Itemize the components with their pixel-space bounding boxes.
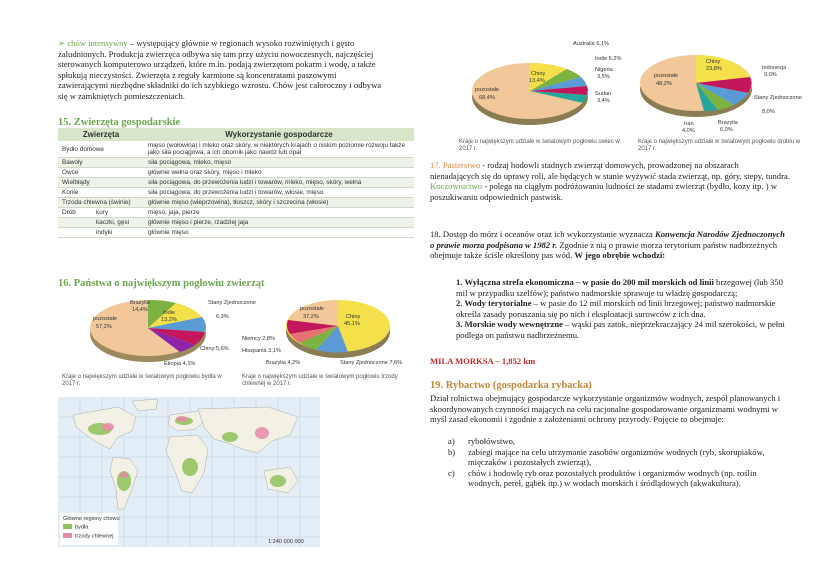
nautical-mile-note: MILA MORKSA – 1,852 km: [430, 356, 536, 366]
legend-swatch-pigs: [63, 533, 72, 538]
section-18: [430, 229, 790, 261]
world-livestock-map: [58, 397, 320, 547]
intro-paragraph: [58, 38, 388, 102]
table-cell: siła pociągowa, do przewożenia ludzi i towarów, włosie, mięso: [144, 188, 414, 198]
table-header-use: Wykorzystanie gospodarcze: [144, 128, 414, 141]
label-india: Indie 5,2%: [595, 56, 622, 62]
label-indonesia: Indonezja: [762, 65, 787, 71]
table-cell: Bydło domowe: [58, 141, 144, 158]
legend-swatch-cattle: [63, 524, 72, 529]
table-cell: mięso (wołowina) i mleko oraz skóry, w niektórych krajach o niskim poziomie rozwoju także jako siła pociągowa, a ich obornik jako nawóz lub opał: [144, 141, 414, 158]
poultry-type: kaczki, gęsi: [58, 218, 144, 228]
table-cell: mięso, jaja, pierze: [144, 208, 414, 218]
table-row: [58, 188, 414, 198]
sheep-pie-caption: Kraje o największym udziale w światowym pogłowiu owiec w 2017 r.: [459, 139, 620, 152]
table-cell: głównie wełna oraz skóry, mięso i mleko: [144, 168, 414, 178]
zone-text: – w pasie do 12 mil morskich od linii brzegowej; państwo nadmorskie określa zasady poruszania się po nich i eksploatacji surowców z ich dna.: [456, 298, 776, 319]
label-spain: Hiszpania 3,1%: [242, 348, 281, 354]
value-usa: 8,0%: [762, 109, 775, 115]
table-row: [58, 168, 414, 178]
poultry-label: Drób: [62, 209, 76, 216]
livestock-table-wrapper: [58, 128, 414, 238]
poultry-type: indyki: [58, 228, 144, 238]
label-iran: Iran: [684, 121, 694, 127]
label-india: Indie: [163, 310, 176, 316]
label-other: pozostałe: [300, 306, 324, 312]
poultry-type: kury: [96, 209, 109, 216]
sheep-pie-chart: [455, 33, 630, 125]
value-sudan: 3,4%: [597, 98, 610, 104]
value-iran: 4,0%: [682, 128, 695, 134]
label-china: Chiny: [531, 71, 546, 77]
value-china: 23,8%: [706, 66, 722, 72]
table-cell: [58, 208, 144, 218]
table-cell: Bawoły: [58, 158, 144, 168]
value-usa: 6,3%: [216, 314, 229, 320]
legend-label-cattle: bydła: [75, 524, 89, 531]
label-brazil: Brazylia 4,2%: [266, 360, 301, 366]
table-cell: siła pociągowa, mleko, mięso: [144, 158, 414, 168]
label-china: Chiny 5,6%: [200, 346, 229, 352]
value-other: 68,4%: [479, 95, 495, 101]
nomadism-text: - polega na ciągłym podróżowaniu ludności ze stadami zwierząt (bydło, kozy itp. ) w poszukiwaniu odpowiednich pastwisk.: [430, 181, 777, 202]
table-cell: Trzoda chlewna (świnie): [58, 198, 144, 208]
label-nigeria: Nigeria: [595, 67, 613, 73]
table-row: [58, 228, 414, 238]
table-cell: głównie mięso i pierze, rzadziej jaja: [144, 218, 414, 228]
list-text: chów i hodowlę ryb oraz pozostałych produktów i organizmów wodnych (np. roślin wodnych, pereł, gąbek itp.) w wodach morskich i śródlądowych (akwakultura).: [468, 467, 757, 489]
list-text: zabiegi mające na celu utrzymanie zasobów organizmów wodnych (ryb, skorupiaków, mięczaków i pozostałych zwierząt),: [468, 446, 765, 468]
value-other: 57,2%: [96, 324, 112, 330]
pigs-pie-chart: [238, 290, 418, 372]
label-brazil: Brazylia: [718, 120, 738, 126]
map-scale: 1:240 000 000: [268, 539, 304, 545]
value-india: 13,2%: [161, 317, 177, 323]
bullet-arrow: ➢: [58, 38, 66, 48]
zone-title: 1. Wyłączna strefa ekonomiczna – w pasie do 200 mil morskich od linii: [456, 277, 714, 287]
term-intensive-farming: chów intensywny: [67, 38, 128, 48]
zone-text: brzegowej (lub 350 mil w przypadku szelfów); państwo nadmorskie sprawuje tu władzę gospodarczą;: [456, 277, 783, 298]
section-19-text: Dział rolnictwa obejmujący gospodarcze wykorzystanie organizmów wodnych, zespół planowanych i skoordynowanych czynności mających na celu racjonalne gospodarowanie organizmami wodnymi w myśl zasad ekonomii i zgodnie z założeniami ochrony przyrody. Pojęcie to obejmuje:: [430, 393, 781, 425]
section-18-intro-bold: W jego obrębie wchodzi:: [574, 250, 666, 261]
cattle-pie-caption: Kraje o największym udziale w światowym pogłowiu bydła w 2017 r.: [62, 374, 222, 387]
list-letter: c): [448, 467, 455, 478]
list-item: [448, 468, 792, 489]
section-17: [430, 160, 790, 202]
value-brazil: 6,0%: [720, 127, 733, 133]
label-usa: Stany Zjednoczone 7,6%: [340, 360, 403, 366]
pigs-pie-caption: Kraje o największym udziale w światowym pogłowiu trzody chlewnej w 2017 r.: [242, 374, 398, 387]
list-letter: a): [448, 436, 455, 446]
value-indonesia: 9,0%: [764, 72, 777, 78]
label-brazil: Brazylia: [130, 300, 150, 306]
value-china: 45,1%: [344, 321, 360, 327]
term-nomadism: Koczownictwo: [430, 181, 483, 192]
label-sudan: Sudan: [595, 91, 612, 97]
list-item: [448, 277, 790, 298]
section-18-intro-b: Zgodnie z nią o prawie morza terytorium państw nadbrzeżnych obejmuje także ściśle określony pas wód.: [430, 239, 778, 261]
table-row: [58, 218, 414, 228]
table-row: [58, 198, 414, 208]
label-other: pozostałe: [93, 316, 117, 322]
table-cell: głównie mięso (wieprzowina), tłuszcz, skóry i szczecina (włosie): [144, 198, 414, 208]
section-15-title: 15. Zwierzęta gospodarskie: [58, 117, 181, 128]
value-brazil: 14,4%: [132, 307, 148, 313]
poultry-pie-chart: [636, 33, 806, 137]
list-text: rybołówstwo,: [468, 436, 516, 446]
zone-text: – wąski pas zatok, nieprzekraczający 24 mil szerokości, w pełni podlega on państwu nadbrzeżnemu.: [456, 319, 785, 340]
label-china: Chiny: [706, 59, 721, 65]
table-cell: Konie: [58, 188, 144, 198]
label-usa: Stany Zjednoczone: [208, 300, 256, 306]
zone-title: 2. Wody terytorialne: [456, 298, 532, 309]
table-row: [58, 178, 414, 188]
label-usa: Stany Zjednoczone: [754, 95, 802, 101]
label-ethiopia: Etiopia 4,1%: [164, 361, 196, 367]
label-other: pozostałe: [475, 87, 499, 93]
pastoralism-text: - rodzaj hodowli stadnych zwierząt domowych, prowadzonej na obszarach nienadających się do uprawy roli, ale będących w stanie wyżywić stada zwierząt, np. góry, stepy, tundra.: [430, 160, 790, 181]
list-item: [448, 447, 792, 468]
legend-title: Główne regiony chowu: [63, 516, 120, 522]
livestock-table: [58, 128, 414, 238]
label-germany: Niemcy 2,8%: [242, 336, 275, 342]
table-cell: głównie mięso: [144, 228, 414, 238]
poultry-pie-caption: Kraje o największym udziale w światowym pogłowiu drobiu w 2017 r.: [638, 139, 801, 152]
value-china: 13,4%: [529, 78, 545, 84]
list-item: [448, 298, 790, 319]
cattle-pie-chart: [58, 290, 256, 370]
table-cell: Wielbłądy: [58, 178, 144, 188]
list-item: [448, 319, 790, 340]
table-cell: Owce: [58, 168, 144, 178]
table-row: [58, 158, 414, 168]
intro-text: – występujący głównie w regionach wysoko rozwiniętych i gęsto zaludnionych. Produkcja zwierzęca odbywa się tam przy użyciu nowoczesnych, najczęściej sterowanych komputerowo urządzeń, które m.in. podają zwierzętom pokarm i wodę, a także spłukują nieczystości. Zwierzęta z reguły karmione są koncentratami paszowymi zawierającymi niezbędne składniki do ich szybkiego wzrostu. Chów jest całoroczny i odbywa się w zamkniętych pomieszczeniach.: [58, 38, 382, 101]
value-nigeria: 3,5%: [597, 74, 610, 80]
section-19-title: 19. Rybactwo (gospodarka rybacka): [430, 380, 592, 391]
list-item: [448, 436, 792, 447]
fisheries-list: [448, 436, 792, 489]
label-china: Chiny: [346, 314, 361, 320]
sea-zones-list: [448, 277, 790, 341]
list-letter: b): [448, 446, 456, 457]
value-other: 48,2%: [656, 81, 672, 87]
table-row: [58, 208, 414, 218]
zone-title: 3. Morskie wody wewnętrzne: [456, 319, 563, 330]
label-other: pozostałe: [654, 73, 678, 79]
table-row: [58, 141, 414, 158]
section-16-title: 16. Państwa o największym pogłowiu zwierząt: [58, 278, 265, 289]
term-pastoralism: 17. Pasterstwo: [430, 160, 481, 170]
legend-label-pigs: trzody chlewnej: [75, 533, 114, 540]
table-header-animals: Zwierzęta: [58, 128, 144, 141]
section-18-intro-a: 18. Dostęp do mórz i oceanów oraz ich wykorzystanie wyznacza: [430, 229, 656, 239]
convention-name: Konwencja Narodów Zjednoczonych o prawie morza podpisana w 1982 r.: [430, 229, 785, 250]
value-other: 37,2%: [303, 314, 319, 320]
label-australia: Australia 6,1%: [573, 41, 610, 47]
table-cell: siła pociągowa, do przewożenia ludzi i towarów, mleko, mięso, skóry, wełna: [144, 178, 414, 188]
